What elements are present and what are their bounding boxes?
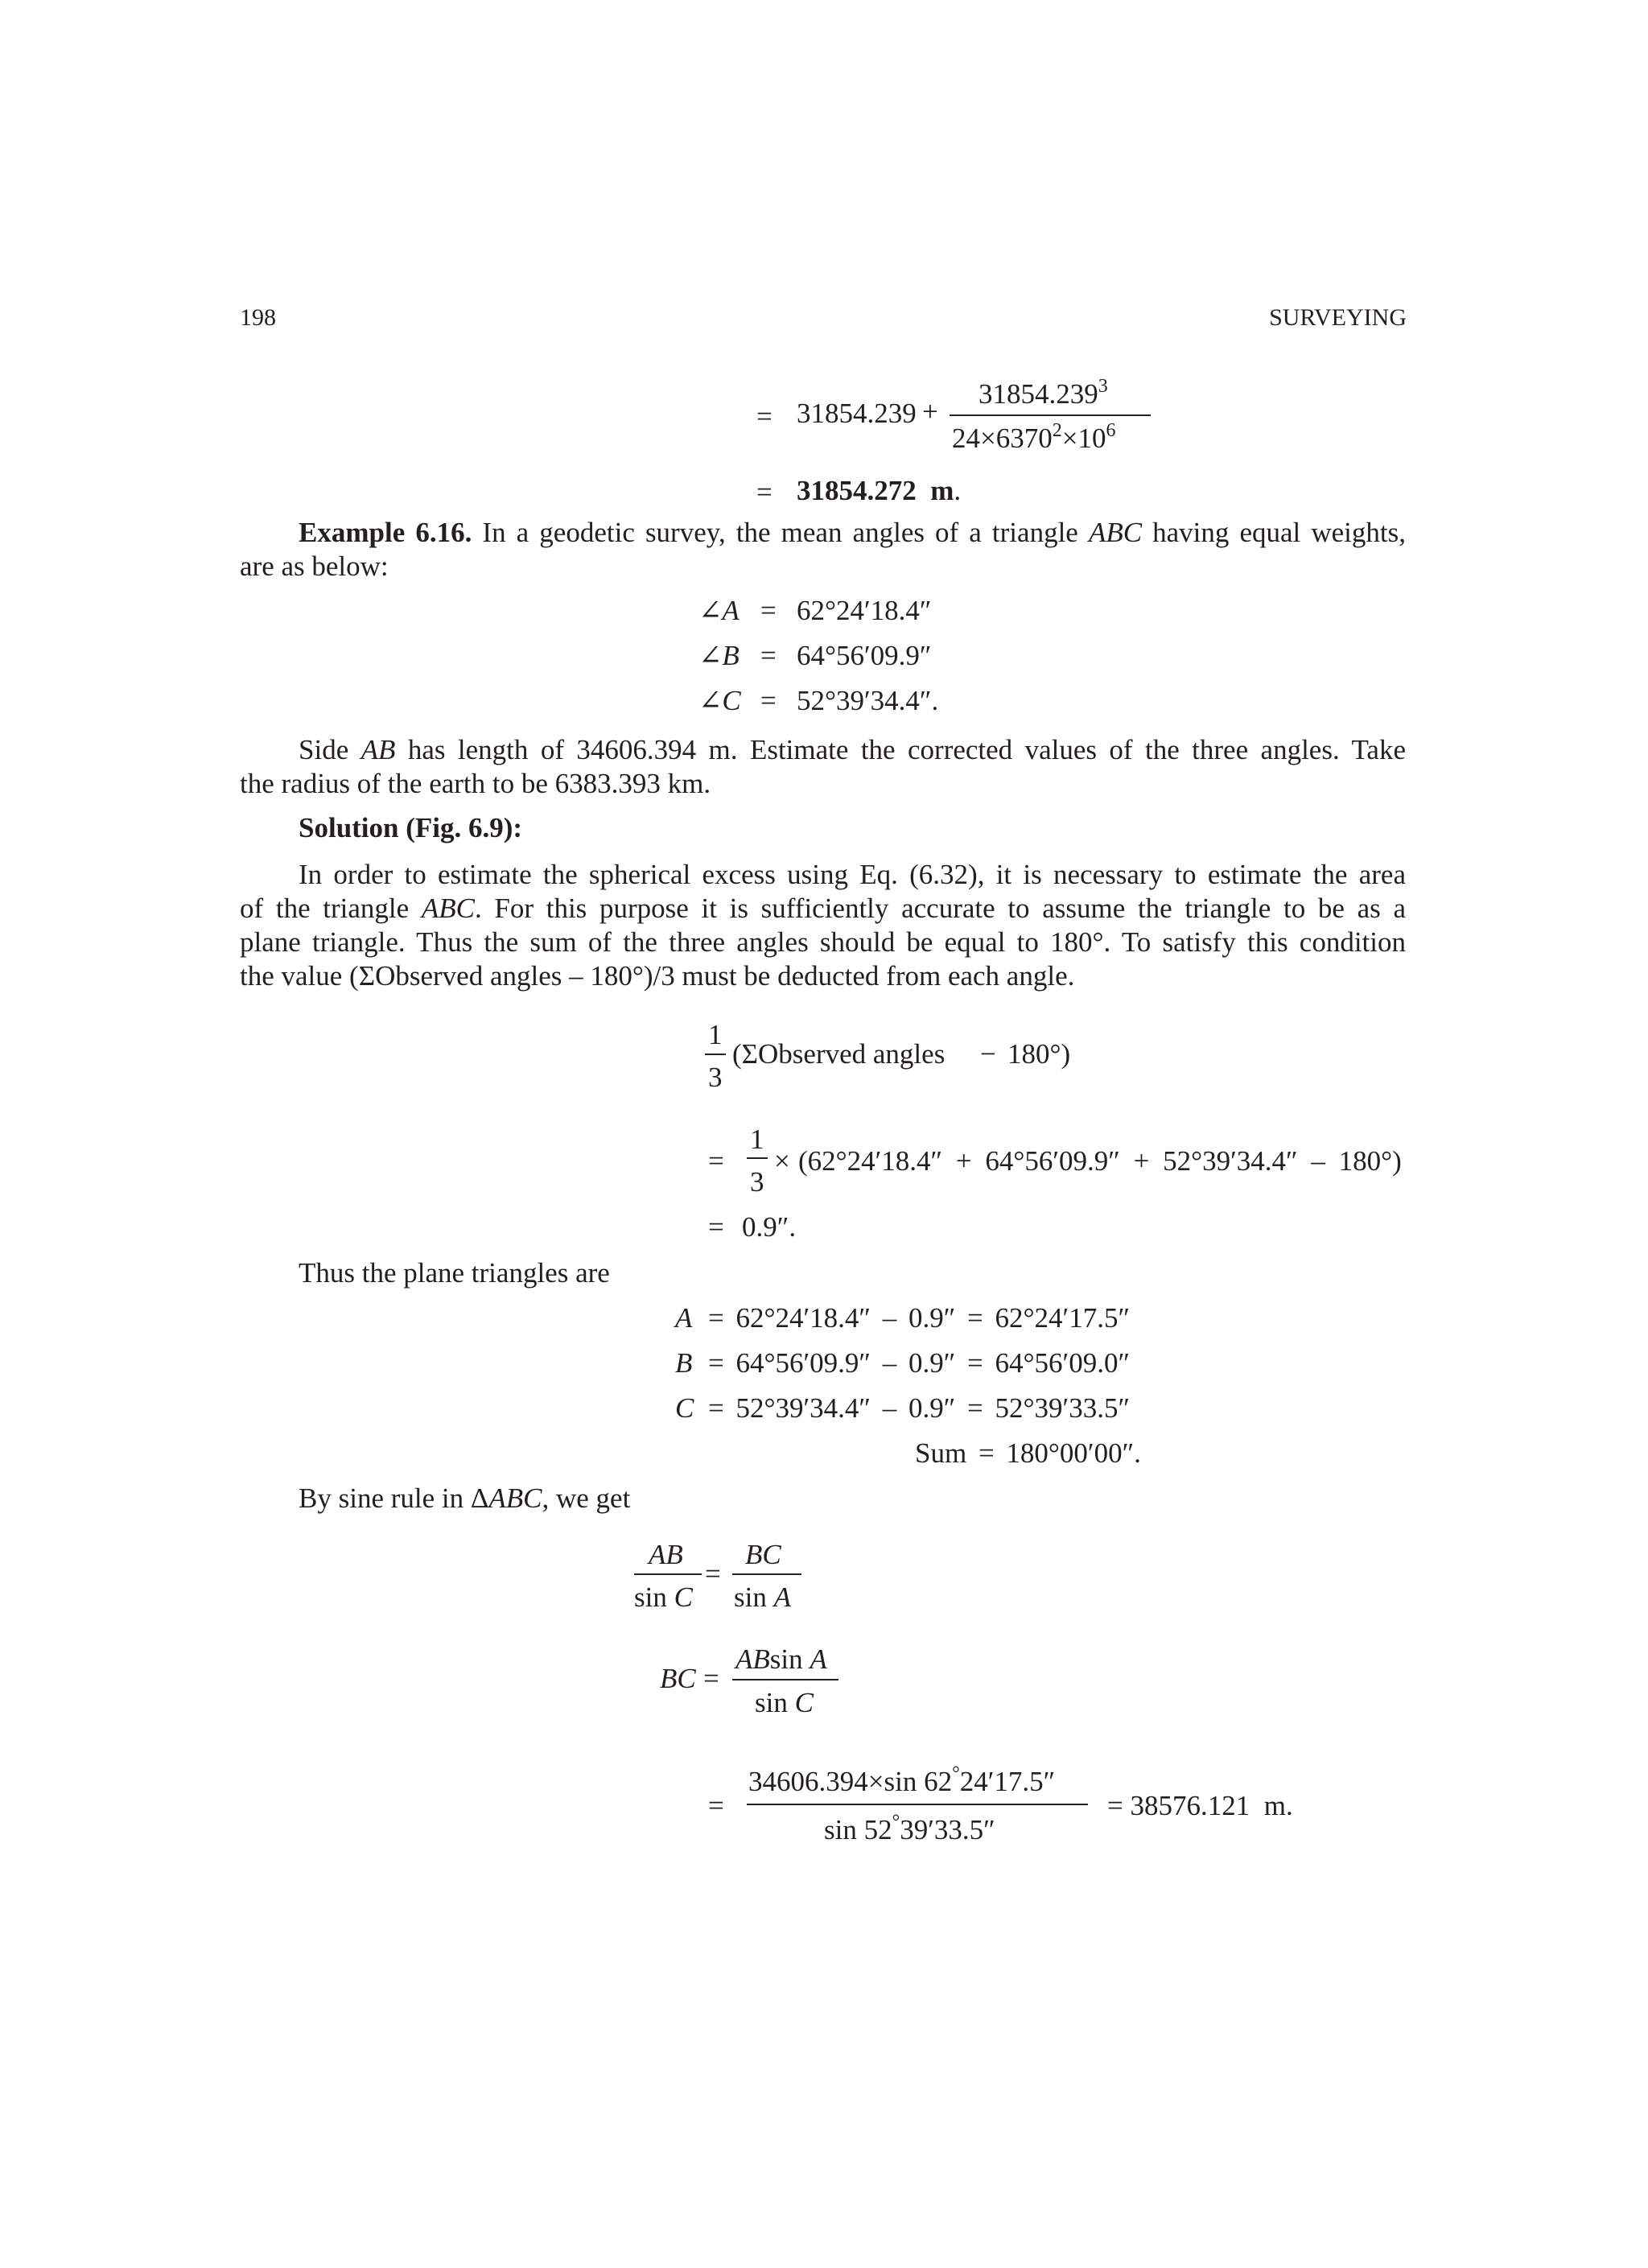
calc-times: × <box>774 1145 790 1177</box>
angle-a-label: ∠A <box>698 595 740 626</box>
plane-c-expr: = 52°39′34.4″ – 0.9″ = 52°39′33.5″ <box>708 1392 1131 1424</box>
side-paragraph: Side AB has length of 34606.394 m. Estimate the corrected values of the three angles. Take the radius of the earth to be 6383.393 km. <box>240 734 1407 799</box>
bc-numerator: ABsin A <box>735 1643 827 1675</box>
bc-denominator: sin C <box>755 1687 814 1718</box>
sum-line: Sum = 180°00′00″. <box>915 1437 1141 1469</box>
sine-d2: sin A <box>734 1581 791 1613</box>
page-number: 198 <box>240 304 276 331</box>
calc-den: 3 <box>750 1166 764 1198</box>
plane-c-name: C <box>675 1392 694 1424</box>
corr-minus: − <box>980 1038 996 1070</box>
plane-intro: Thus the plane triangles are <box>299 1257 610 1289</box>
solution-heading: Solution (Fig. 6.9): <box>299 812 523 843</box>
calc-equals: = <box>708 1145 724 1177</box>
bc-calc-eq: = <box>708 1790 724 1821</box>
eq-equals: = <box>756 401 772 432</box>
example-paragraph: Example 6.16. In a geodetic survey, the mean angles of a triangle ABC having equal weights, are as below: <box>240 517 1407 582</box>
sine-intro: By sine rule in ΔABC, we get <box>299 1482 631 1514</box>
angle-c-label: ∠C <box>698 685 741 716</box>
angle-c-eq: = <box>760 685 777 716</box>
bc-fraction-bar <box>732 1679 838 1680</box>
corr-num: 1 <box>708 1019 723 1050</box>
angle-b-label: ∠B <box>698 640 740 671</box>
sine-eq: = <box>705 1558 721 1590</box>
eq-lhs-term: 31854.239 <box>797 398 917 429</box>
eq2-equals: = <box>756 476 772 508</box>
corr-body: (ΣObserved angles <box>732 1038 946 1070</box>
bc-calc-bar <box>747 1804 1088 1805</box>
sine-d1: sin C <box>634 1581 693 1613</box>
plane-b-expr: = 64°56′09.9″ – 0.9″ = 64°56′09.0″ <box>708 1347 1131 1379</box>
plane-a-name: A <box>675 1302 693 1334</box>
plane-b-name: B <box>675 1347 693 1379</box>
corr-fraction-bar <box>705 1054 726 1055</box>
bc-lhs: BC <box>660 1663 696 1694</box>
angle-a-eq: = <box>760 595 777 626</box>
sine-bar-1 <box>634 1573 702 1575</box>
bc-eq: = <box>703 1663 719 1694</box>
sine-n1: AB <box>649 1539 683 1570</box>
angle-c-value: 52°39′34.4″. <box>797 685 939 716</box>
bc-calc-numerator: 34606.394×sin 62°24′17.5″ <box>748 1763 1056 1797</box>
angle-b-eq: = <box>760 640 777 671</box>
result-value: 0.9″. <box>742 1211 797 1243</box>
corr-tail: 180°) <box>1007 1038 1071 1070</box>
bc-calc-result: = 38576.121 m. <box>1107 1790 1293 1821</box>
eq-denominator: $24\times 6370^2\times 10^6$ <box>952 420 1116 454</box>
calc-fraction-bar <box>747 1157 768 1159</box>
angle-a-value: 62°24′18.4″ <box>797 595 932 626</box>
sine-bar-2 <box>732 1573 801 1575</box>
calc-body: (62°24′18.4″ + 64°56′09.9″ + 52°39′34.4″ – 180°) <box>798 1145 1402 1177</box>
example-label: Example 6.16. <box>299 517 472 548</box>
solution-paragraph: In order to estimate the spherical excess using Eq. (6.32), it is necessary to estimate the area of the triangle ABC. For this purpose it is sufficiently accurate to assume the triangle to be as a plane triangle. Thus the sum of the three angles should be equal to 180°. To satisfy this condition the value (ΣObserved angles – 180°)/3 must be deducted from each angle. <box>240 859 1406 992</box>
fraction-bar <box>950 414 1151 416</box>
calc-num: 1 <box>750 1124 764 1155</box>
bc-calc-denominator: sin 52°39′33.5″ <box>824 1812 995 1845</box>
sine-n2: BC <box>745 1539 781 1570</box>
corr-den: 3 <box>708 1062 723 1093</box>
angle-b-value: 64°56′09.9″ <box>797 640 932 671</box>
eq-plus: + <box>922 396 938 427</box>
result-equals: = <box>708 1211 724 1243</box>
running-title: SURVEYING <box>1269 304 1407 331</box>
eq-numerator: 31854.239$^3$ <box>978 376 1108 410</box>
plane-a-expr: = 62°24′18.4″ – 0.9″ = 62°24′17.5″ <box>708 1302 1131 1334</box>
eq2-value: 31854.272 m. <box>797 475 962 506</box>
